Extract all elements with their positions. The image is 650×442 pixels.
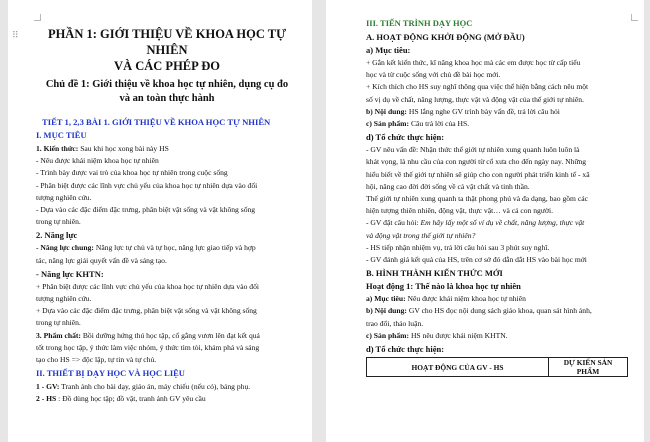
body-line: + Gắn kết kiến thức, kĩ năng khoa học mà các em được học từ cấp tiểu <box>366 58 581 67</box>
body-line: - GV đánh giá kết quả của HS, trên cơ sở đó dẫn dắt HS vào bài học mới <box>366 255 587 265</box>
margin-corner-mark <box>34 14 41 21</box>
document-page-right <box>326 0 644 442</box>
quality-line <box>36 330 298 342</box>
drag-handle-icon[interactable]: ⠿ <box>12 31 18 41</box>
body-line: trong tự nhiên. <box>36 217 81 227</box>
content-label: b) Nội dung: <box>366 306 407 316</box>
body-line: tượng nghiên cứu. <box>36 294 92 304</box>
teacher-equipment-line <box>36 381 298 393</box>
part-title-line1: PHẦN 1: GIỚI THIỆU VỀ KHOA HỌC TỰ NHIÊN <box>47 27 287 57</box>
part-b-heading: B. HÌNH THÀNH KIẾN THỨC MỚI <box>366 268 503 279</box>
body-line: - Dựa vào các đặc điểm đặc trưng, phân biệt vật sống và vật không sống <box>36 205 256 215</box>
body-line: - HS tiếp nhận nhiệm vụ, trả lời câu hỏi sau 3 phút suy nghĩ. <box>366 242 550 252</box>
product-label: c) Sản phẩm: <box>366 119 410 129</box>
body-line: học và từ cuộc sống với chủ đề bài học mới. <box>366 70 501 80</box>
skills-heading: 2. Năng lực <box>36 230 78 241</box>
student-text: : Đồ dùng học tập; đồ vật, tranh ảnh GV yêu cầu <box>56 394 206 404</box>
body-line: hiểu biết về thế giới tự nhiên sẽ giúp cho con người phát triển kinh tế - xã <box>366 169 590 179</box>
table-header-activities: HOẠT ĐỘNG CỦA GV - HS <box>367 358 549 377</box>
content-label: b) Nội dung: <box>366 106 407 116</box>
topic-title-line1: Chủ đề 1: Giới thiệu về khoa học tự nhiên, dụng cụ đo <box>45 79 289 90</box>
body-line: + Kích thích cho HS suy nghĩ thông qua việc thể hiện bằng cách nêu một <box>366 82 589 92</box>
product-line <box>366 118 632 130</box>
body-line: khát vọng, là nhu cầu của con người từ cổ xưa cho đến ngày nay. Những <box>366 157 587 167</box>
content-text: HS lắng nghe GV trình bày vấn đề, trả lời câu hỏi <box>406 106 560 116</box>
body-line: - GV nêu vấn đề: Nhận thức thế giới tự nhiên xung quanh luôn luôn là <box>366 145 580 155</box>
body-line: tác, năng lực giải quyết vấn đề và sáng tạo. <box>36 255 167 265</box>
product-text: Câu trả lời của HS. <box>409 119 470 129</box>
knowledge-line <box>36 143 298 155</box>
body-line: tốt trong học tập, ý thức làm việc nhóm, ý thức tìm tòi, khám phá và sáng <box>36 342 260 352</box>
section-heading-process: III. TIẾN TRÌNH DẠY HỌC <box>366 18 473 28</box>
lesson-heading: TIẾT 1, 2,3 BÀI 1. GIỚI THIỆU VỀ KHOA HỌC TỰ NHIÊN <box>42 117 271 127</box>
body-line: + Dựa vào các đặc điểm đặc trưng, phân biệt vật sống và vật không sống <box>36 306 257 316</box>
document-page-left <box>8 0 312 442</box>
knowledge-label: 1. Kiến thức: <box>36 144 79 153</box>
product-line <box>366 330 632 342</box>
body-line: + Phân biệt được các lĩnh vực chủ yếu của khoa học tự nhiên dựa vào đối <box>36 281 259 291</box>
teacher-label: 1 - GV: <box>36 382 60 392</box>
content-line <box>366 305 632 317</box>
content-text: GV cho HS đọc nội dung sách giáo khoa, quan sát hình ảnh, <box>406 306 592 316</box>
body-line: trao đổi, thảo luận. <box>366 318 424 328</box>
margin-corner-mark <box>631 14 638 21</box>
question-italic-cont: và động vật trong thế giới tự nhiên? <box>366 230 476 240</box>
product-label: c) Sản phẩm: <box>366 330 410 340</box>
activity-table <box>366 357 628 377</box>
topic-title <box>36 78 298 106</box>
organization-label: d) Tổ chức thực hiện: <box>366 344 445 355</box>
objective-label: a) Mục tiêu: <box>366 294 406 304</box>
quality-label: 3. Phẩm chất: <box>36 330 81 340</box>
general-skill-label: - Năng lực chung: <box>36 243 94 253</box>
objective-text: Nêu được khái niệm khoa học tự nhiên <box>405 294 526 304</box>
part-a-heading: A. HOẠT ĐỘNG KHỞI ĐỘNG (MỞ ĐẦU) <box>366 32 525 42</box>
content-line <box>366 106 632 118</box>
question-italic: Em hãy lấy một số ví dụ về chất, năng lượng, thực vật <box>420 218 585 228</box>
section-heading-objectives: I. MỤC TIÊU <box>36 130 87 140</box>
general-skill-text: Năng lực tự chủ và tự học, năng lực giao tiếp và hợp <box>93 243 256 253</box>
teacher-text: Tranh ảnh cho bài dạy, giáo án, máy chiếu (nếu có), bảng phụ. <box>59 382 251 392</box>
knowledge-text: Sau khi học xong bài này HS <box>78 144 169 153</box>
organization-label: d) Tổ chức thực hiện: <box>366 132 445 143</box>
objective-label: a) Mục tiêu: <box>366 45 411 55</box>
question-prefix: - GV đặt câu hỏi: <box>366 218 421 228</box>
body-line: hiện tượng thiên nhiên, động vật, thực vật… và cả con người. <box>366 206 553 216</box>
objective-line <box>366 293 632 305</box>
section-heading-equipment: II. THIẾT BỊ DẠY HỌC VÀ HỌC LIỆU <box>36 368 185 379</box>
general-skill-line <box>36 242 298 254</box>
student-label: 2 - HS <box>36 394 57 404</box>
body-line: - Trình bày được vai trò của khoa học tự nhiên trong cuộc sống <box>36 168 228 178</box>
question-line <box>366 217 632 229</box>
body-line: tượng nghiên cứu. <box>36 192 92 202</box>
quality-text: Bồi dưỡng hứng thú học tập, cố gắng vươn lên đạt kết quả <box>80 330 260 340</box>
student-equipment-line <box>36 393 298 405</box>
body-line: - Nêu được khái niệm khoa học tự nhiên <box>36 156 159 166</box>
body-line: - Phân biệt được các lĩnh vực chủ yếu của khoa học tự nhiên dựa vào đối <box>36 180 258 190</box>
product-text: HS nêu được khái niệm KHTN. <box>409 330 508 340</box>
khtn-skill-heading: - Năng lực KHTN: <box>36 268 104 279</box>
body-line: hội, nâng cao đời đời sống về cả vật chất và tinh thần. <box>366 181 530 191</box>
activity1-heading: Hoạt động 1: Thế nào là khoa học tự nhiên <box>366 281 521 292</box>
body-line: trong tự nhiên. <box>36 318 81 328</box>
topic-title-line2: và an toàn thực hành <box>119 93 215 104</box>
table-header-expected-product: DỰ KIẾN SẢN PHẨM <box>549 358 628 377</box>
table-header-row <box>367 358 628 377</box>
part-title-line2: VÀ CÁC PHÉP ĐO <box>114 59 220 73</box>
body-line: số vị dụ về chất, năng lượng, thực vật và động vật của thế giới tự nhiên. <box>366 94 584 104</box>
body-line: Thế giới tự nhiên xung quanh ta thật phong phú và đa dạng, bao gồm các <box>366 194 588 204</box>
body-line: tạo cho HS => độc lập, tự tin và tự chủ. <box>36 355 157 365</box>
